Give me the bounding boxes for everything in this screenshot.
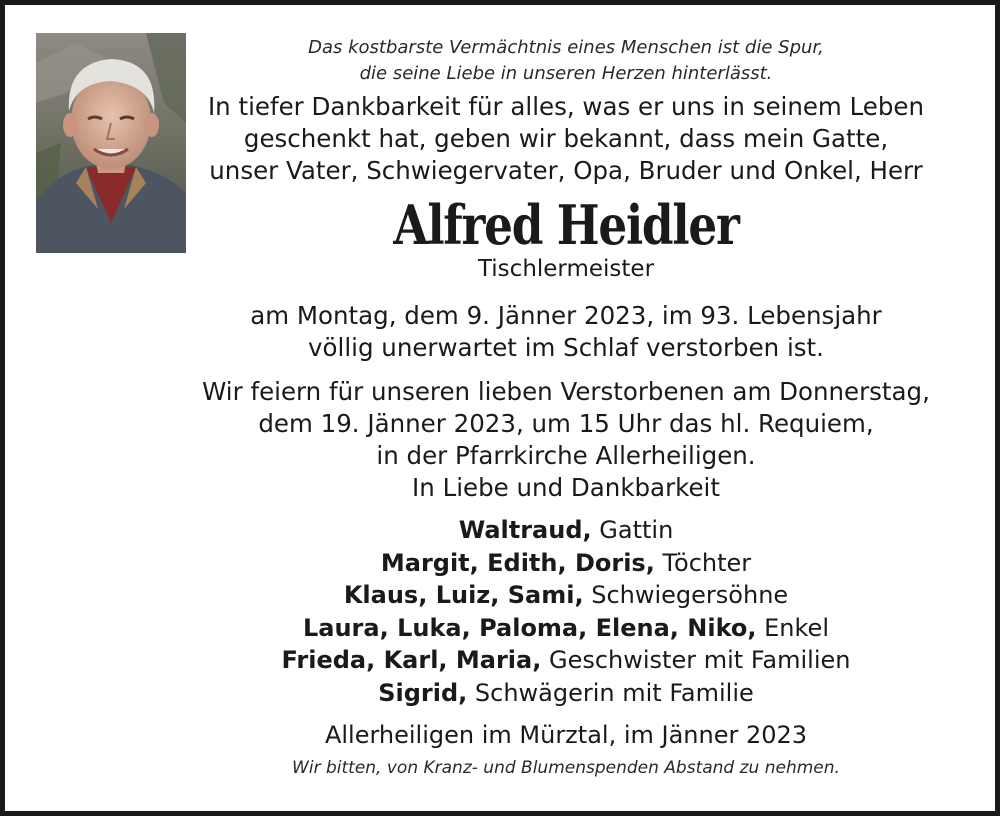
mourner-names: Klaus, Luiz, Sami, [343,581,584,609]
mourner-relation: Enkel [764,613,829,642]
deceased-name: Alfred Heidler [393,193,739,257]
funeral-notice [195,376,937,504]
mourner-names: Waltraud, [458,516,592,544]
mourner-relation: Töchter [662,548,752,577]
mourner-names: Margit, Edith, Doris, [380,548,655,577]
mourner-relation: Schwiegersöhne [591,581,789,609]
motto-line-2: die seine Liebe in unseren Herzen hinterlässt. [359,63,773,84]
mourner-relation: Schwägerin mit Familie [474,678,754,707]
mourner-row [195,579,937,612]
mourner-relation: Gattin [599,516,674,544]
announcement-intro [195,91,937,187]
flower-donation-note: Wir bitten, von Kranz- und Blumenspenden Abstand zu nehmen. [292,758,840,778]
mourner-row [195,547,937,580]
place-and-date: Allerheiligen im Mürztal, im Jänner 2023 [324,721,808,749]
motto-line-1: Das kostbarste Vermächtnis eines Menschen ist die Spur, [308,37,824,58]
funeral-line-4: In Liebe und Dankbarkeit [412,473,720,502]
funeral-line-3: in der Pfarrkirche Allerheiligen. [376,441,756,470]
obituary-text-column [195,35,937,781]
deceased-title: Tischlermeister [477,256,655,282]
funeral-line-2: dem 19. Jänner 2023, um 15 Uhr das hl. Requiem, [258,409,874,438]
intro-line-3: unser Vater, Schwiegervater, Opa, Bruder und Onkel, Herr [209,156,923,185]
intro-line-1: In tiefer Dankbarkeit für alles, was er uns in seinem Leben [207,92,925,121]
mourner-row [195,612,937,645]
death-notice [195,300,937,364]
intro-line-2: geschenkt hat, geben wir bekannt, dass mein Gatte, [243,124,889,153]
mourner-names: Laura, Luka, Paloma, Elena, Niko, [302,613,757,642]
mourner-row [195,644,937,677]
mourner-names: Frieda, Karl, Maria, [281,646,542,674]
mourner-row [195,514,937,547]
mourner-names: Sigrid, [378,678,468,707]
mourner-row [195,677,937,710]
death-line-1: am Montag, dem 9. Jänner 2023, im 93. Lebensjahr [250,301,882,330]
funeral-line-1: Wir feiern für unseren lieben Verstorbenen am Donnerstag, [202,377,930,406]
portrait-image [36,33,186,253]
mourner-relation: Geschwister mit Familien [548,646,851,674]
portrait-photo [36,33,186,253]
death-line-2: völlig unerwartet im Schlaf verstorben ist. [308,333,824,362]
motto-quote [195,35,937,87]
mourners-list [195,514,937,709]
